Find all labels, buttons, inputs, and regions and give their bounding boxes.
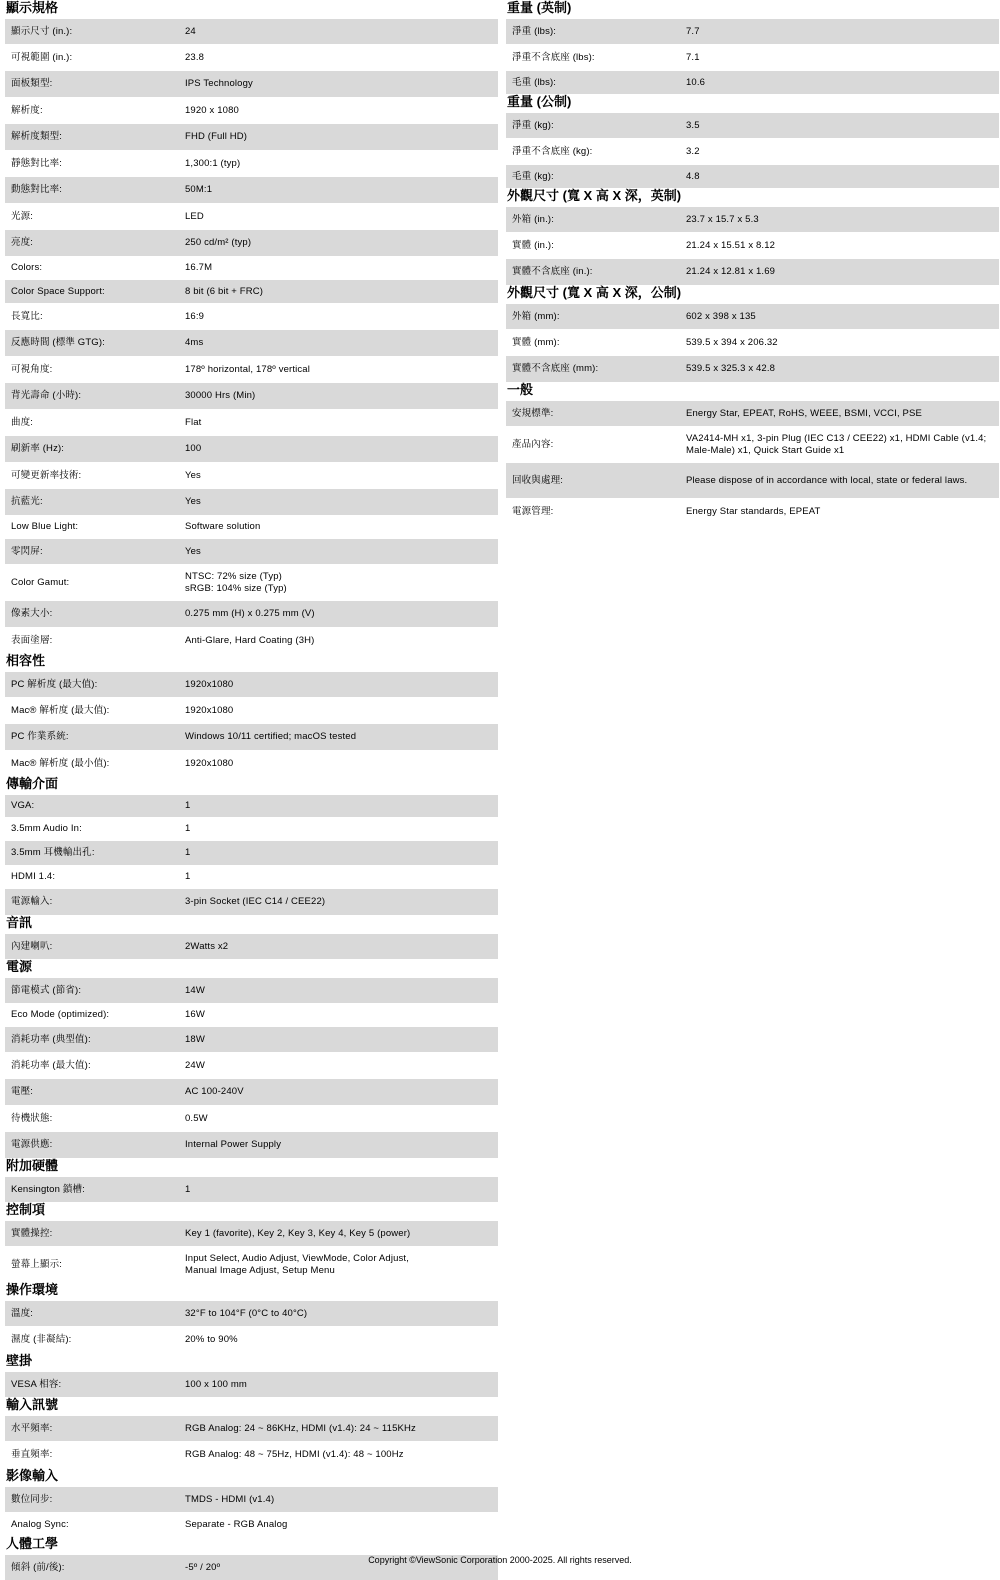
spec-row (5, 538, 498, 564)
spec-value: Windows 10/11 certified; macOS tested (185, 731, 357, 743)
spec-value: 7.1 (686, 51, 700, 63)
spec-label: 消耗功率 (典型值): (11, 1033, 91, 1045)
spec-label: VGA: (11, 800, 35, 812)
spec-label: 像素大小: (11, 608, 53, 620)
section-title: 附加硬體 (6, 1158, 59, 1173)
section-title: 外觀尺寸 (寬 X 高 X 深，英制) (507, 188, 682, 203)
spec-row (5, 176, 498, 203)
spec-value: 0.5W (185, 1112, 208, 1124)
spec-label: 實體 (mm): (512, 336, 560, 348)
spec-row (5, 329, 498, 356)
spec-row (5, 794, 498, 817)
spec-label: 實體 (in.): (512, 239, 554, 251)
section-title: 重量 (英制) (507, 0, 572, 15)
spec-value: 21.24 x 12.81 x 1.69 (686, 266, 776, 278)
spec-label: 傾斜 (前/後): (11, 1561, 65, 1573)
spec-value: 23.7 x 15.7 x 5.3 (686, 213, 759, 225)
spec-row (5, 18, 498, 44)
spec-label: 待機狀態: (11, 1112, 53, 1124)
spec-value: 7.7 (686, 25, 700, 37)
spec-value: Separate - RGB Analog (185, 1518, 288, 1530)
spec-row (5, 1176, 498, 1202)
spec-label: 毛重 (lbs): (512, 76, 557, 88)
spec-value: AC 100-240V (185, 1086, 244, 1098)
spec-value: 2Watts x2 (185, 940, 229, 952)
spec-value: IPS Technology (185, 78, 253, 90)
spec-label: 實體操控: (11, 1227, 53, 1239)
spec-value: 539.5 x 394 x 206.32 (686, 336, 778, 348)
right-spec-column (506, 0, 999, 524)
spec-row (5, 865, 498, 888)
section-title: 一般 (507, 382, 534, 397)
spec-value: 602 x 398 x 135 (686, 310, 756, 322)
section-title: 外觀尺寸 (寬 X 高 X 深，公制) (507, 285, 682, 300)
spec-value: 1 (185, 800, 191, 812)
section-title: 相容性 (6, 653, 46, 668)
spec-row (5, 1326, 498, 1353)
spec-row (5, 303, 498, 329)
spec-label: 電壓: (11, 1086, 34, 1098)
spec-row (5, 515, 498, 538)
spec-label: 淨重 (kg): (512, 119, 554, 131)
spec-row (5, 279, 498, 303)
spec-row (5, 723, 498, 750)
spec-value: 1920x1080 (185, 704, 234, 716)
section-title: 音訊 (6, 915, 33, 930)
spec-row (506, 329, 999, 355)
spec-value: FHD (Full HD) (185, 131, 248, 143)
spec-value: Input Select, Audio Adjust, ViewMode, Color Adjust, Manual Image Adjust, Setup Menu (185, 1253, 409, 1276)
spec-label: 回收與處理: (512, 474, 564, 486)
spec-label: 顯示尺寸 (in.): (11, 25, 73, 37)
section-title: 傳輸介面 (6, 776, 59, 791)
spec-label: 3.5mm 耳機輸出孔: (11, 847, 95, 859)
spec-row (5, 1512, 498, 1536)
spec-value: Yes (185, 545, 201, 557)
spec-label: 亮度: (11, 237, 34, 249)
spec-row (506, 138, 999, 164)
spec-row (506, 400, 999, 426)
spec-row (506, 232, 999, 258)
spec-value: Key 1 (favorite), Key 2, Key 3, Key 4, Key 5 (power) (185, 1227, 411, 1239)
spec-label: 節電模式 (節省): (11, 984, 82, 996)
spec-row (5, 1052, 498, 1078)
spec-row (506, 303, 999, 329)
section-title: 電源 (6, 959, 33, 974)
spec-value: 8 bit (6 bit + FRC) (185, 285, 264, 297)
spec-row (506, 258, 999, 285)
spec-value: LED (185, 210, 204, 222)
spec-label: 電源輸入: (11, 896, 53, 908)
spec-value: 16:9 (185, 310, 205, 322)
spec-row (5, 409, 498, 435)
section-title: 重量 (公制) (507, 94, 572, 109)
spec-row (506, 462, 999, 498)
spec-value: 24 (185, 25, 196, 37)
spec-label: 濕度 (非凝結): (11, 1334, 72, 1346)
spec-value: 1 (185, 823, 191, 835)
spec-value: 18W (185, 1033, 205, 1045)
section-title: 影像輸入 (6, 1468, 59, 1483)
spec-label: 零閃屏: (11, 545, 43, 557)
spec-label: 數位同步: (11, 1493, 53, 1505)
spec-row (5, 97, 498, 123)
spec-label: 可視角度: (11, 363, 53, 375)
spec-row (5, 123, 498, 150)
spec-value: 3.5 (686, 119, 700, 131)
spec-row (5, 933, 498, 959)
spec-label: PC 解析度 (最大值): (11, 678, 98, 690)
spec-row (5, 1415, 498, 1441)
spec-label: 消耗功率 (最大值): (11, 1059, 91, 1071)
section-title: 操作環境 (6, 1282, 59, 1297)
spec-row (5, 1003, 498, 1026)
spec-label: 淨重 (lbs): (512, 25, 557, 37)
spec-row (5, 1131, 498, 1158)
spec-row (5, 888, 498, 915)
spec-row (5, 1105, 498, 1131)
spec-label: Mac® 解析度 (最大值): (11, 704, 110, 716)
spec-row (5, 1371, 498, 1397)
spec-value: Software solution (185, 521, 261, 533)
spec-value: 3.2 (686, 145, 700, 157)
spec-row (506, 355, 999, 382)
section-title: 輸入訊號 (6, 1397, 59, 1412)
spec-row (5, 1486, 498, 1512)
spec-row (5, 203, 498, 229)
spec-value: 100 x 100 mm (185, 1378, 247, 1390)
spec-value: -5º / 20º (185, 1561, 221, 1573)
spec-label: 刷新率 (Hz): (11, 443, 65, 455)
spec-label: 水平頻率: (11, 1422, 53, 1434)
spec-row (5, 627, 498, 653)
spec-row (5, 1246, 498, 1282)
copyright-footer: Copyright ©ViewSonic Corporation 2000-2025. All rights reserved. (368, 1555, 632, 1565)
spec-value: 16.7M (185, 262, 213, 274)
spec-value: 4ms (185, 337, 204, 349)
spec-row (5, 840, 498, 865)
spec-label: 淨重不含底座 (kg): (512, 145, 593, 157)
spec-row (5, 488, 498, 515)
section-title: 控制項 (6, 1202, 46, 1217)
spec-label: 可變更新率技術: (11, 469, 82, 481)
spec-value: 21.24 x 15.51 x 8.12 (686, 239, 776, 251)
spec-label: Kensington 鎖槽: (11, 1183, 85, 1195)
spec-row (506, 70, 999, 94)
spec-label: 光源: (11, 210, 34, 222)
spec-value: 539.5 x 325.3 x 42.8 (686, 363, 776, 375)
section-title: 壁掛 (6, 1353, 33, 1368)
section-title: 人體工學 (6, 1536, 59, 1551)
spec-row (5, 977, 498, 1003)
left-spec-column (5, 0, 498, 1580)
spec-value: Please dispose of in accordance with local, state or federal laws. (686, 474, 968, 486)
spec-label: 電源供應: (11, 1139, 53, 1151)
spec-label: 靜態對比率: (11, 157, 63, 169)
spec-row (506, 112, 999, 138)
spec-row (506, 164, 999, 188)
spec-label: 抗藍光: (11, 496, 43, 508)
spec-label: 淨重不含底座 (lbs): (512, 51, 595, 63)
spec-label: Mac® 解析度 (最小值): (11, 757, 110, 769)
spec-value: 16W (185, 1009, 205, 1021)
spec-value: 100 (185, 443, 202, 455)
spec-row (5, 44, 498, 70)
spec-label: 反應時間 (標準 GTG): (11, 337, 105, 349)
spec-label: Color Gamut: (11, 576, 70, 588)
spec-label: VESA 相容: (11, 1378, 62, 1390)
spec-label: Color Space Support: (11, 285, 105, 297)
spec-value: Yes (185, 496, 201, 508)
spec-label: 垂直頻率: (11, 1449, 53, 1461)
spec-label: 外箱 (in.): (512, 213, 554, 225)
spec-label: 產品內容: (512, 438, 554, 450)
spec-row (5, 435, 498, 462)
spec-value: 3-pin Socket (IEC C14 / CEE22) (185, 896, 326, 908)
spec-value: 1920 x 1080 (185, 104, 239, 116)
spec-value: 1920x1080 (185, 678, 234, 690)
spec-value: 24W (185, 1059, 205, 1071)
spec-label: 實體不含底座 (in.): (512, 266, 593, 278)
spec-row (5, 564, 498, 600)
spec-value: 0.275 mm (H) x 0.275 mm (V) (185, 608, 315, 620)
spec-row (5, 600, 498, 627)
spec-label: 電源管理: (512, 505, 554, 517)
spec-row (506, 206, 999, 232)
spec-row (5, 150, 498, 176)
spec-row (506, 44, 999, 70)
spec-row (5, 671, 498, 697)
spec-row (506, 426, 999, 462)
spec-value: 20% to 90% (185, 1334, 238, 1346)
spec-row (5, 70, 498, 97)
spec-value: 4.8 (686, 170, 700, 182)
spec-value: 23.8 (185, 51, 205, 63)
spec-label: 安規標準: (512, 407, 554, 419)
spec-value: Internal Power Supply (185, 1139, 282, 1151)
spec-row (506, 18, 999, 44)
spec-row (5, 817, 498, 840)
spec-value: 14W (185, 984, 205, 996)
spec-value: Energy Star, EPEAT, RoHS, WEEE, BSMI, VCCI, PSE (686, 407, 923, 419)
spec-label: 3.5mm Audio In: (11, 823, 82, 835)
spec-value: 1 (185, 871, 191, 883)
spec-row (5, 1441, 498, 1468)
spec-value: 1 (185, 1183, 191, 1195)
spec-label: 動態對比率: (11, 184, 63, 196)
spec-label: 面板類型: (11, 78, 53, 90)
spec-row (5, 356, 498, 382)
spec-row (5, 382, 498, 409)
spec-row (506, 498, 999, 524)
spec-label: 表面塗層: (11, 634, 53, 646)
spec-value: VA2414-MH x1, 3-pin Plug (IEC C13 / CEE22) x1, HDMI Cable (v1.4; Male-Male) x1, Quick Start Guide x1 (686, 433, 987, 456)
spec-value: 1920x1080 (185, 757, 234, 769)
spec-value: Energy Star standards, EPEAT (686, 505, 821, 517)
spec-value: 32°F to 104°F (0°C to 40°C) (185, 1307, 308, 1319)
spec-row (5, 697, 498, 723)
spec-label: Eco Mode (optimized): (11, 1009, 110, 1021)
spec-row (5, 1220, 498, 1246)
spec-label: 溫度: (11, 1307, 34, 1319)
spec-label: 背光壽命 (小時): (11, 390, 82, 402)
spec-label: 可視範圍 (in.): (11, 51, 73, 63)
spec-label: Analog Sync: (11, 1518, 69, 1530)
spec-value: 10.6 (686, 76, 706, 88)
spec-value: RGB Analog: 48 ~ 75Hz, HDMI (v1.4): 48 ~ 100Hz (185, 1449, 404, 1461)
spec-row (5, 229, 498, 256)
spec-value: 50M:1 (185, 184, 213, 196)
spec-label: 螢幕上顯示: (11, 1258, 63, 1270)
spec-value: Yes (185, 469, 201, 481)
spec-label: 實體不含底座 (mm): (512, 363, 599, 375)
spec-label: 長寬比: (11, 310, 43, 322)
spec-row (5, 462, 498, 488)
spec-value: Anti-Glare, Hard Coating (3H) (185, 634, 315, 646)
spec-label: 解析度類型: (11, 131, 63, 143)
spec-label: HDMI 1.4: (11, 871, 56, 883)
spec-value: 1,300:1 (typ) (185, 157, 241, 169)
spec-value: Flat (185, 416, 202, 428)
spec-value: 30000 Hrs (Min) (185, 390, 256, 402)
section-title: 顯示規格 (6, 0, 59, 15)
spec-row (5, 1300, 498, 1326)
spec-value: 1 (185, 847, 191, 859)
spec-row (5, 1078, 498, 1105)
spec-value: RGB Analog: 24 ~ 86KHz, HDMI (v1.4): 24 ~ 115KHz (185, 1422, 416, 1434)
spec-label: 毛重 (kg): (512, 170, 554, 182)
spec-row (5, 750, 498, 776)
spec-label: Low Blue Light: (11, 521, 79, 533)
spec-value: TMDS - HDMI (v1.4) (185, 1493, 275, 1505)
spec-label: 內建喇叭: (11, 940, 53, 952)
spec-label: PC 作業系統: (11, 731, 69, 743)
spec-value: 250 cd/m² (typ) (185, 237, 252, 249)
spec-value: NTSC: 72% size (Typ) sRGB: 104% size (Typ) (185, 571, 287, 594)
spec-value: 178º horizontal, 178º vertical (185, 363, 310, 375)
spec-label: 曲度: (11, 416, 34, 428)
spec-label: 解析度: (11, 104, 43, 116)
spec-label: 外箱 (mm): (512, 310, 560, 322)
spec-row (5, 256, 498, 279)
spec-row (5, 1026, 498, 1052)
spec-label: Colors: (11, 262, 43, 274)
